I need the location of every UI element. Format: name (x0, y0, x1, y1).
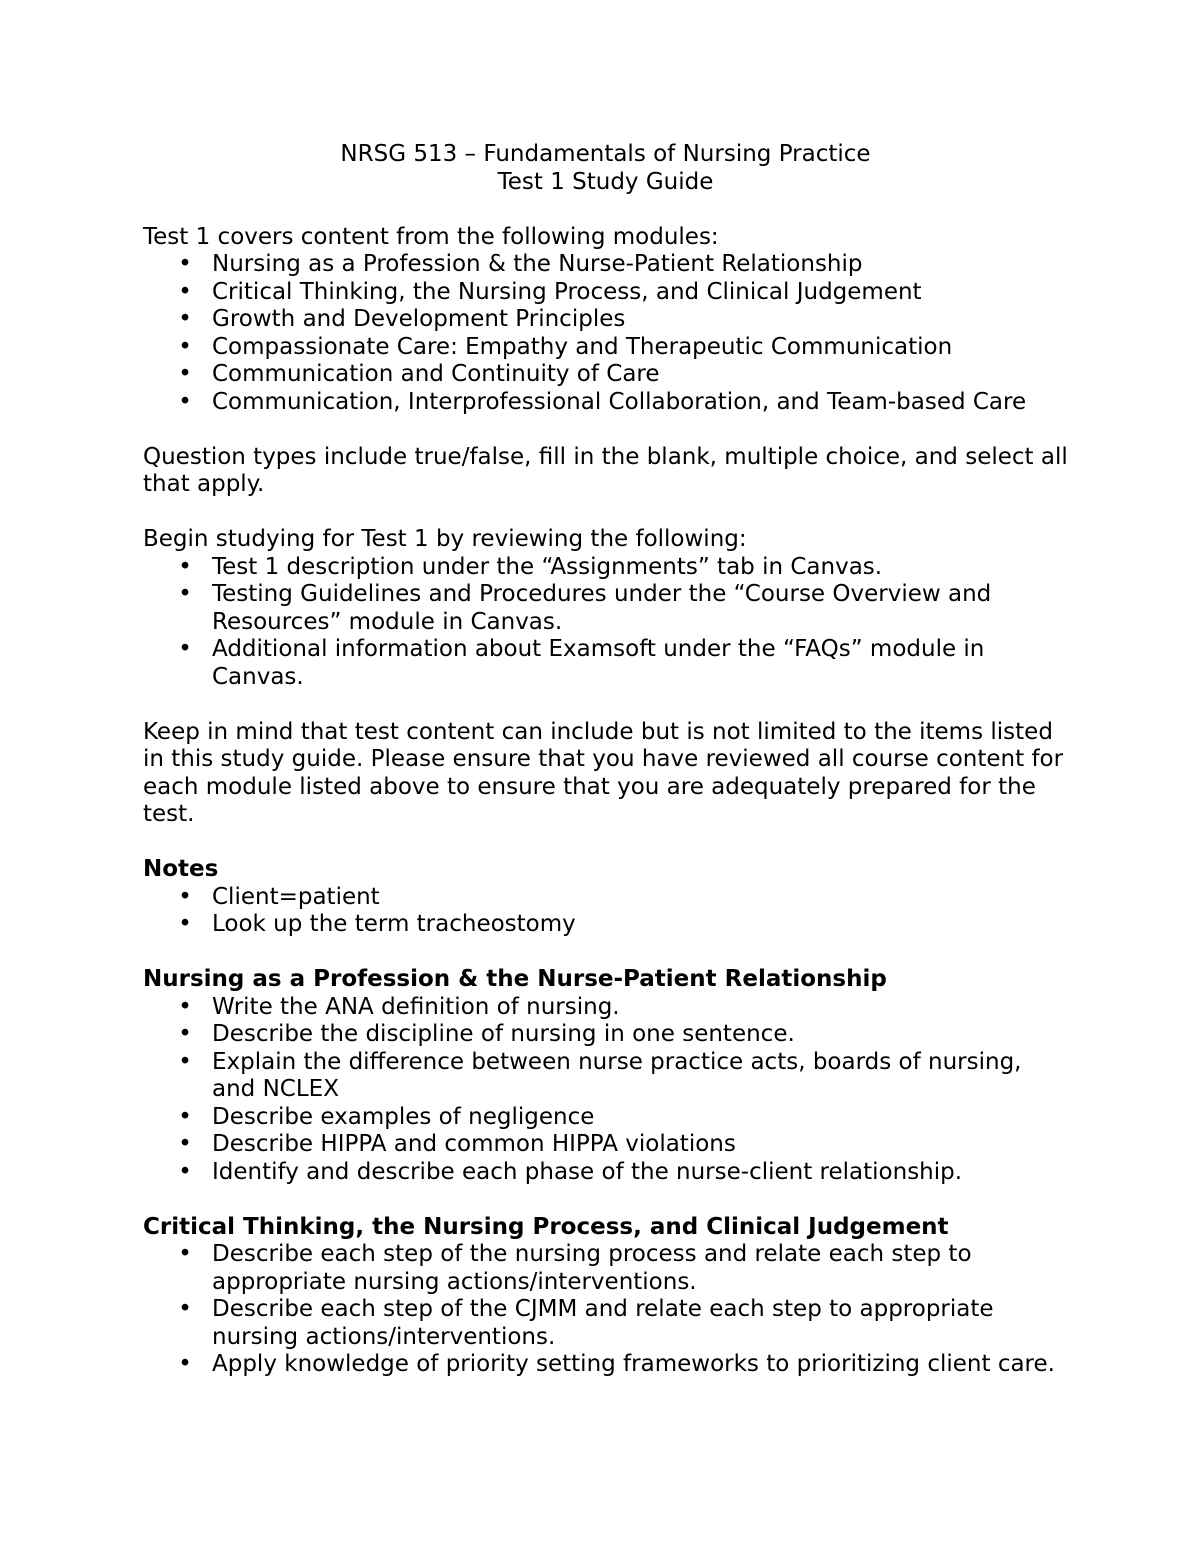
list-item-text: Additional information about Examsoft under the “FAQs” module in Canvas. (212, 636, 985, 690)
list-item-text: Compassionate Care: Empathy and Therapeutic Communication (212, 333, 953, 360)
bullet-icon: • (178, 581, 192, 607)
spacer (143, 691, 1068, 719)
begin-studying-list (143, 554, 1068, 692)
list-item-text: Test 1 description under the “Assignments” tab in Canvas. (212, 553, 883, 580)
list-item-text: Look up the term tracheostomy (212, 911, 576, 937)
list-item (143, 884, 1068, 912)
list-item-text: Describe each step of the nursing process and relate each step to appropriate nursing actions/interventions. (212, 1241, 972, 1295)
bullet-icon: • (178, 1296, 192, 1322)
bullet-icon: • (178, 388, 192, 415)
bullet-icon: • (178, 306, 192, 332)
list-item (143, 911, 1068, 939)
bullet-icon: • (178, 251, 192, 277)
bullet-icon: • (178, 1241, 192, 1267)
list-item-text: Communication and Continuity of Care (212, 361, 660, 387)
bullet-icon: • (178, 361, 192, 387)
list-item-text: Describe each step of the CJMM and relate each step to appropriate nursing actions/interventions. (212, 1296, 994, 1350)
bullet-icon: • (178, 278, 192, 305)
list-item-text: Communication, Interprofessional Collaboration, and Team-based Care (212, 388, 1027, 415)
list-item (143, 306, 1068, 334)
spacer (143, 829, 1068, 857)
modules-list (143, 251, 1068, 416)
spacer (143, 499, 1068, 527)
list-item-text: Describe the discipline of nursing in one sentence. (212, 1021, 795, 1047)
list-item-text: Identify and describe each phase of the nurse-client relationship. (212, 1158, 963, 1185)
list-item (143, 554, 1068, 582)
spacer (143, 1186, 1068, 1214)
guide-title: Test 1 Study Guide (497, 168, 714, 195)
list-item-text: Explain the difference between nurse practice acts, boards of nursing, and NCLEX (212, 1048, 1022, 1102)
profession-heading: Nursing as a Profession & the Nurse-Patient Relationship (143, 966, 887, 992)
profession-list (143, 994, 1068, 1187)
list-item (143, 334, 1068, 362)
bullet-icon: • (178, 636, 192, 662)
modules-intro: Test 1 covers content from the following modules: (143, 223, 719, 250)
course-title: NRSG 513 – Fundamentals of Nursing Practice (340, 141, 871, 167)
list-item-text: Write the ANA definition of nursing. (212, 993, 620, 1020)
bullet-icon: • (178, 993, 192, 1020)
critical-thinking-heading: Critical Thinking, the Nursing Process, and Clinical Judgement (143, 1213, 949, 1240)
notes-list (143, 884, 1068, 939)
bullet-icon: • (178, 333, 192, 360)
spacer (143, 196, 1068, 224)
list-item (143, 1159, 1068, 1187)
bullet-icon: • (178, 1158, 192, 1185)
bullet-icon: • (178, 1048, 192, 1075)
spacer (143, 416, 1068, 444)
list-item (143, 1104, 1068, 1132)
list-item (143, 1296, 1068, 1351)
list-item-text: Critical Thinking, the Nursing Process, and Clinical Judgement (212, 278, 922, 305)
begin-studying-intro: Begin studying for Test 1 by reviewing the following: (143, 526, 747, 552)
list-item (143, 581, 1068, 636)
list-item (143, 1021, 1068, 1049)
bullet-icon: • (178, 1351, 192, 1377)
list-item-text: Testing Guidelines and Procedures under the “Course Overview and Resources” module in Canvas. (212, 581, 992, 635)
list-item (143, 636, 1068, 691)
list-item-text: Client=patient (212, 883, 380, 910)
list-item (143, 279, 1068, 307)
bullet-icon: • (178, 1131, 192, 1157)
bullet-icon: • (178, 553, 192, 580)
list-item (143, 1131, 1068, 1159)
question-types-paragraph: Question types include true/false, fill in the blank, multiple choice, and select all that apply. (143, 443, 1068, 497)
list-item-text: Growth and Development Principles (212, 306, 626, 332)
bullet-icon: • (178, 883, 192, 910)
list-item (143, 361, 1068, 389)
list-item-text: Describe HIPPA and common HIPPA violations (212, 1131, 736, 1157)
bullet-icon: • (178, 1021, 192, 1047)
document-title-block (143, 141, 1068, 196)
bullet-icon: • (178, 1103, 192, 1130)
critical-thinking-list (143, 1241, 1068, 1379)
list-item-text: Apply knowledge of priority setting frameworks to prioritizing client care. (212, 1351, 1055, 1377)
list-item (143, 1351, 1068, 1379)
bullet-icon: • (178, 911, 192, 937)
list-item (143, 1241, 1068, 1296)
list-item (143, 994, 1068, 1022)
document-content (143, 141, 1068, 1379)
list-item (143, 251, 1068, 279)
spacer (143, 939, 1068, 967)
list-item (143, 1049, 1068, 1104)
list-item-text: Describe examples of negligence (212, 1103, 595, 1130)
notes-heading: Notes (143, 856, 219, 882)
keep-in-mind-paragraph: Keep in mind that test content can include but is not limited to the items listed in this study guide. Please ensure that you have reviewed all course content for each module listed above to ensure that you are adequately prepared for the test. (143, 718, 1064, 827)
list-item-text: Nursing as a Profession & the Nurse-Patient Relationship (212, 251, 863, 277)
list-item (143, 389, 1068, 417)
